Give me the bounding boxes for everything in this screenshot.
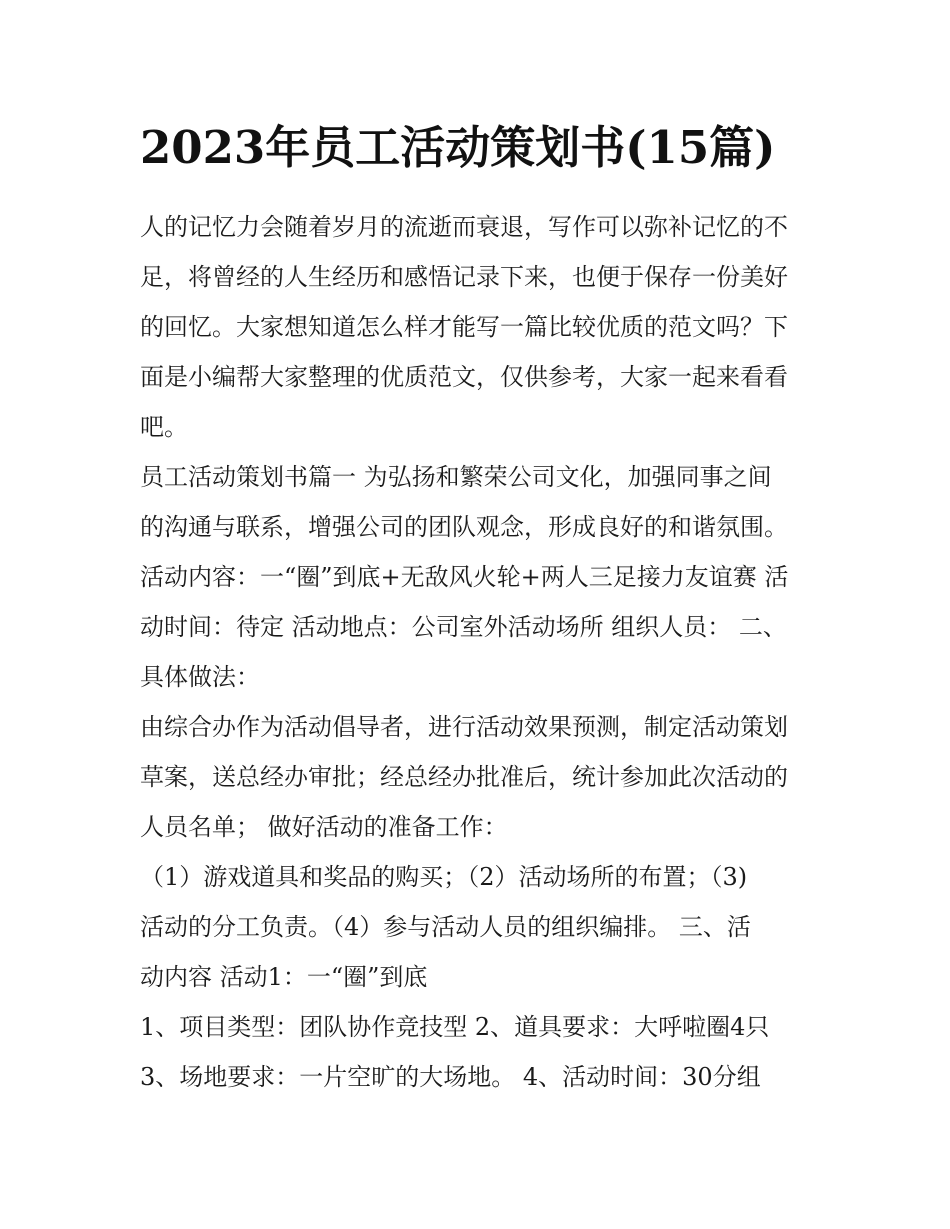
- body-line: 面是小编帮大家整理的优质范文，仅供参考，大家一起来看看: [140, 363, 788, 391]
- document-body: [140, 202, 820, 1102]
- body-line: 吧。: [140, 413, 188, 441]
- body-line: 人的记忆力会随着岁月的流逝而衰退，写作可以弥补记忆的不: [140, 213, 788, 241]
- document-title: 2023年员工活动策划书(15篇): [140, 121, 776, 174]
- body-line: 3、场地要求：一片空旷的大场地。 4、活动时间：30分组: [140, 1063, 761, 1091]
- body-line: 具体做法：: [140, 663, 260, 691]
- body-line: 员工活动策划书篇一 为弘扬和繁荣公司文化，加强同事之间: [140, 463, 772, 491]
- body-line: 的沟通与联系，增强公司的团队观念，形成良好的和谐氛围。: [140, 513, 788, 541]
- body-line: （1）游戏道具和奖品的购买；（2）活动场所的布置；（3): [140, 863, 748, 891]
- body-line: 的回忆。大家想知道怎么样才能写一篇比较优质的范文吗？下: [140, 313, 788, 341]
- body-line: 由综合办作为活动倡导者，进行活动效果预测，制定活动策划: [140, 713, 788, 741]
- body-line: 活动内容：一“圈”到底+无敌风火轮+两人三足接力友谊赛 活: [140, 563, 789, 591]
- body-line: 动时间：待定 活动地点：公司室外活动场所 组织人员： 二、: [140, 613, 787, 641]
- body-line: 活动的分工负责。（4）参与活动人员的组织编排。 三、活: [140, 913, 751, 941]
- body-line: 足，将曾经的人生经历和感悟记录下来，也便于保存一份美好: [140, 263, 788, 291]
- body-line: 1、项目类型：团队协作竞技型 2、道具要求：大呼啦圈4只: [140, 1013, 770, 1041]
- body-line: 人员名单； 做好活动的准备工作：: [140, 813, 508, 841]
- body-line: 动内容 活动1：一“圈”到底: [140, 963, 428, 991]
- body-line: 草案，送总经办审批；经总经办批准后，统计参加此次活动的: [140, 763, 788, 791]
